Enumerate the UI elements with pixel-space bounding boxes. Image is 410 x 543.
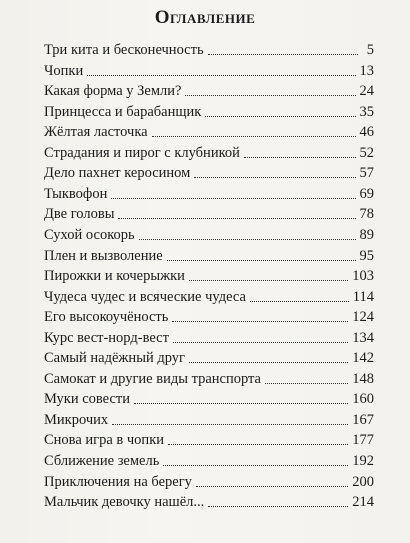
- toc-entry: [44, 38, 374, 58]
- dot-leader: [173, 342, 348, 343]
- toc-entry: [44, 141, 374, 161]
- dot-leader: [208, 506, 348, 507]
- toc-entry-page-number: 78: [359, 206, 374, 223]
- toc-entry-title: Жёлтая ласточка: [44, 124, 148, 141]
- toc-entry-page-number: 95: [359, 247, 374, 264]
- toc-entry: [44, 387, 374, 407]
- toc-entry-page-number: 142: [352, 350, 374, 367]
- toc-entry: [44, 264, 374, 284]
- dot-leader: [163, 465, 348, 466]
- toc-entry-title: Тыквофон: [44, 185, 108, 202]
- toc-entry-title: Страдания и пирог с клубникой: [44, 144, 240, 161]
- toc-entry-title: Чопки: [44, 62, 84, 79]
- toc-entry: [44, 470, 374, 490]
- toc-entry-title: Сближение земель: [44, 453, 160, 469]
- dot-leader: [250, 301, 349, 302]
- dot-leader: [172, 321, 348, 322]
- toc-entry-title: Муки совести: [44, 391, 130, 408]
- toc-entry: [44, 223, 374, 243]
- toc-entry: [44, 346, 374, 366]
- toc-entry-title: Курс вест-норд-вест: [44, 329, 169, 346]
- toc-entry-page-number: 69: [359, 185, 374, 202]
- toc-entry-title: Три кита и бесконечность: [44, 42, 204, 58]
- toc-entry: [44, 161, 374, 181]
- toc-entry: [44, 490, 374, 510]
- toc-entry-title: Самокат и другие виды транспорта: [44, 370, 261, 387]
- toc-entry-page-number: 89: [359, 226, 374, 243]
- toc-entry-page-number: 46: [359, 124, 374, 141]
- toc-entry: [44, 408, 374, 428]
- dot-leader: [185, 95, 355, 96]
- toc-entry-title: Сухой осокорь: [44, 226, 135, 243]
- toc-entry: [44, 182, 374, 202]
- toc-entry: [44, 59, 374, 79]
- dot-leader: [196, 486, 348, 487]
- toc-entry-title: Самый надёжный друг: [44, 350, 185, 367]
- toc-entry-page-number: 24: [359, 83, 374, 100]
- toc-entry-page-number: 57: [359, 165, 374, 182]
- toc-entry: [44, 120, 374, 140]
- dot-leader: [244, 157, 356, 158]
- toc-entry: [44, 367, 374, 387]
- dot-leader: [134, 403, 348, 404]
- toc-entry-page-number: 214: [352, 494, 374, 511]
- toc-entry-title: Дело пахнет керосином: [44, 165, 191, 182]
- dot-leader: [189, 362, 348, 363]
- dot-leader: [168, 444, 348, 445]
- toc-entry-title: Плен и вызволение: [44, 247, 163, 264]
- toc-entry-page-number: 167: [352, 411, 374, 428]
- toc-entry-page-number: 200: [352, 473, 374, 490]
- dot-leader: [139, 239, 356, 240]
- dot-leader: [208, 54, 358, 55]
- dot-leader: [189, 280, 348, 281]
- dot-leader: [118, 218, 355, 219]
- toc-entry-title: Пирожки и кочерыжки: [44, 268, 185, 285]
- dot-leader: [194, 177, 355, 178]
- toc-entry-title: Приключения на берегу: [44, 473, 192, 490]
- toc-entry-title: Какая форма у Земли?: [44, 83, 182, 100]
- toc-entry: [44, 305, 374, 325]
- toc-entry-title: Снова игра в чопки: [44, 432, 164, 449]
- toc-entry-page-number: 103: [352, 268, 374, 285]
- toc-entry: [44, 244, 374, 264]
- toc-entry-page-number: 160: [352, 391, 374, 408]
- toc-entry-title: Мальчик девочку нашёл...: [44, 494, 205, 511]
- toc-entry-page-number: 192: [352, 453, 374, 469]
- dot-leader: [205, 116, 355, 117]
- dot-leader: [152, 136, 356, 137]
- toc-entry-page-number: 134: [352, 329, 374, 346]
- toc-entry-title: Две головы: [44, 206, 115, 223]
- toc-entry-page-number: 124: [352, 309, 374, 326]
- toc-entry-page-number: 13: [359, 62, 374, 79]
- dot-leader: [111, 198, 355, 199]
- toc-entry-page-number: 52: [359, 144, 374, 161]
- toc-entry: [44, 79, 374, 99]
- toc-entry-page-number: 148: [352, 370, 374, 387]
- toc-entry: [44, 326, 374, 346]
- dot-leader: [112, 424, 348, 425]
- toc-entry-page-number: 5: [366, 42, 374, 58]
- toc-entry: [44, 428, 374, 448]
- dot-leader: [167, 260, 356, 261]
- toc-entry-title: Принцесса и барабанщик: [44, 103, 202, 120]
- toc-entry: [44, 285, 374, 305]
- toc-entry-page-number: 35: [359, 103, 374, 120]
- toc-heading: Оглавление: [154, 7, 256, 28]
- toc-entry-title: Чудеса чудес и всяческие чудеса: [44, 288, 246, 305]
- toc-entry-title: Микрочих: [44, 411, 109, 428]
- toc-entry: [44, 449, 374, 469]
- toc-entry-page-number: 114: [352, 288, 374, 305]
- toc-entry-title: Его высокоучёность: [44, 309, 169, 326]
- dot-leader: [265, 383, 348, 384]
- toc-entry: [44, 202, 374, 222]
- toc-entry-page-number: 177: [352, 432, 374, 449]
- dot-leader: [87, 75, 355, 76]
- toc-entry: [44, 100, 374, 120]
